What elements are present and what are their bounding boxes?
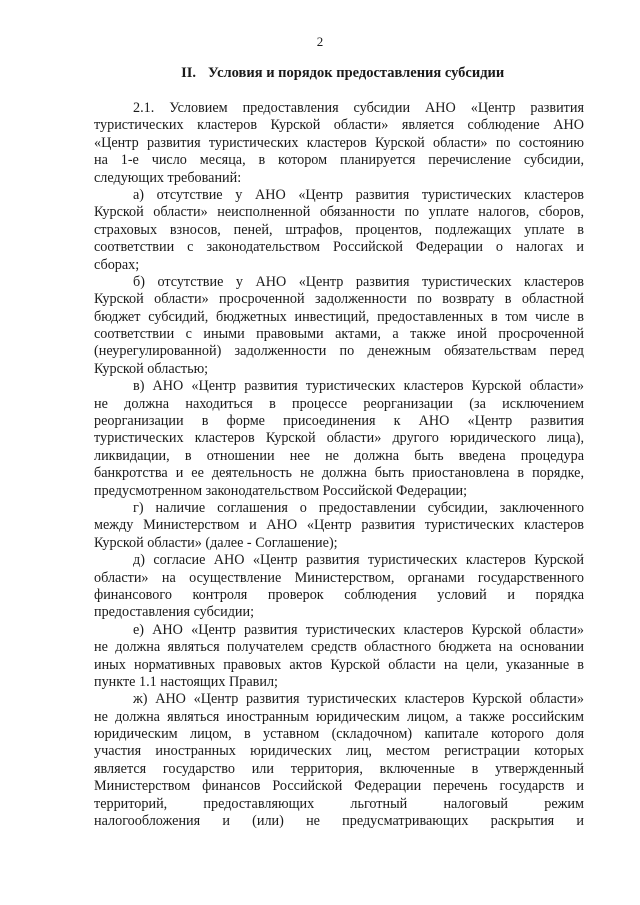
text-line: (неурегулированной) задолженности по денежным обязательствам перед (94, 343, 584, 360)
text-line: туристических кластеров Курской области» другого юридического лица), (94, 430, 584, 447)
text-line: Курской области» просроченной задолженности по возврату в областной (94, 291, 584, 308)
text-line: Курской области» (далее - Соглашение); (94, 534, 338, 551)
text-line: «Центр развития туристических кластеров Курской области» по состоянию (94, 134, 584, 151)
text-line: предусмотренном законодательством Российской Федерации; (94, 482, 468, 499)
page-number: 2 (316, 34, 324, 49)
text-line: не должна находиться в процессе реорганизации (за исключением (94, 395, 584, 412)
section-number: II. (181, 65, 196, 81)
text-line: предоставления субсидии; (94, 604, 255, 621)
text-line: пункте 1.1 настоящих Правил; (94, 673, 278, 690)
text-line: туристических кластеров Курской области» является соблюдение АНО (94, 117, 584, 134)
text-line: ликвидации, в отношении нее не должна быть введена процедура (94, 447, 584, 464)
text-line: соответствии с иными правовыми актами, а также иной просроченной (94, 326, 584, 343)
text-line: б) отсутствие у АНО «Центр развития туристических кластеров (133, 273, 584, 290)
text-line: е) АНО «Центр развития туристических кластеров Курской области» (133, 621, 584, 638)
text-line: сборах; (94, 256, 140, 273)
text-line: иных нормативных правовых актов Курской области на цели, указанные в (94, 656, 584, 673)
text-line: а) отсутствие у АНО «Центр развития туристических кластеров (133, 186, 584, 203)
text-line: бюджет субсидий, бюджетных инвестиций, предоставленных в том числе в (94, 308, 584, 325)
section-title: Условия и порядок предоставления субсидии (208, 65, 505, 81)
body-text (94, 100, 584, 830)
text-line: страховых взносов, пеней, штрафов, процентов, подлежащих уплате в (94, 221, 584, 238)
text-line: области» на осуществление Министерством, органами государственного (94, 569, 584, 586)
text-line: 2.1. Условием предоставления субсидии АНО «Центр развития (133, 100, 584, 116)
text-line: г) наличие соглашения о предоставлении субсидии, заключенного (133, 499, 584, 516)
section-heading (94, 64, 594, 82)
text-line: территорий, предоставляющих льготный налоговый режим (94, 795, 584, 812)
text-line: Курской области» неисполненной обязанности по уплате налогов, сборов, (94, 204, 584, 221)
text-line: не должна являться получателем средств областного бюджета на основании (94, 639, 584, 656)
text-line: является государство или территория, включенные в утвержденный (94, 760, 584, 777)
text-line: в) АНО «Центр развития туристических кластеров Курской области» (133, 378, 584, 395)
text-line: налогообложения и (или) не предусматривающих раскрытия и (94, 813, 584, 830)
text-line: соответствии с законодательством Российской Федерации о налогах и (94, 239, 584, 256)
text-line: между Министерством и АНО «Центр развития туристических кластеров (94, 517, 584, 534)
text-line: Курской областью; (94, 360, 209, 377)
text-line: не должна являться иностранным юридическим лицом, а также российским (94, 708, 584, 725)
text-line: реорганизации в форме присоединения к АНО «Центр развития (94, 413, 584, 430)
text-line: юридическим лицом, в уставном (складочном) капитале которого доля (94, 726, 584, 743)
text-line: следующих требований: (94, 169, 242, 186)
text-line: участия иностранных юридических лиц, местом регистрации которых (94, 743, 584, 760)
text-line: финансового контроля проверок соблюдения условий и порядка (94, 586, 584, 603)
text-line: банкротства и ее деятельность не должна быть приостановлена в порядке, (94, 465, 584, 482)
text-line: ж) АНО «Центр развития туристических кластеров Курской области» (133, 691, 584, 708)
text-line: Министерством финансов Российской Федерации перечень государств и (94, 778, 584, 795)
text-line: д) согласие АНО «Центр развития туристических кластеров Курской (133, 552, 584, 569)
text-line: на 1-е число месяца, в котором планируется перечисление субсидии, (94, 152, 584, 169)
